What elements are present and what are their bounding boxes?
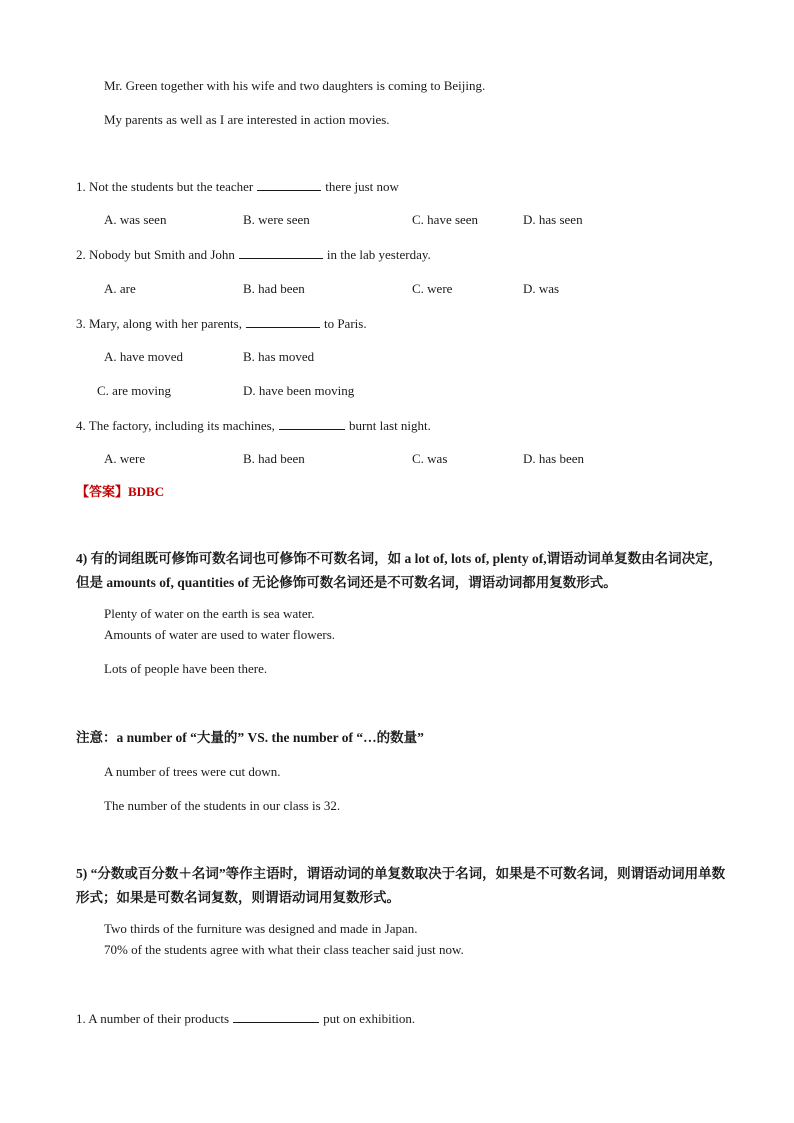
rule-5-paragraph: 5) “分数或百分数＋名词”等作主语时，谓语动词的单复数取决于名词，如果是不可数名词，则谓语动词用单数形式；如果是可数名词复数，则谓语动词用复数形式。 — [76, 866, 726, 905]
question-text-end: put on exhibition. — [323, 1011, 416, 1026]
question-text: 4. The factory, including its machines, — [76, 418, 275, 433]
option-d: D. has seen — [523, 212, 583, 227]
question-5 — [76, 1010, 415, 1027]
option-d: D. have been moving — [243, 383, 355, 398]
question-text: 2. Nobody but Smith and John — [76, 247, 235, 262]
note-heading: 注意：a number of “大量的” VS. the number of “…的数量” — [76, 730, 424, 745]
option-c: C. are moving — [97, 383, 172, 398]
answer-blank[interactable] — [233, 1010, 319, 1023]
question-text-end: burnt last night. — [348, 418, 431, 433]
option-b: B. has moved — [243, 349, 315, 364]
answer-key: 【答案】BDBC — [76, 484, 165, 499]
option-a: A. were — [104, 451, 146, 466]
question-2 — [76, 246, 431, 263]
question-3 — [76, 315, 367, 332]
option-c: C. were — [412, 281, 453, 296]
question-text-end: in the lab yesterday. — [326, 247, 431, 262]
option-d: D. was — [523, 281, 560, 296]
example-sentence: Two thirds of the furniture was designed and made in Japan. — [104, 921, 418, 936]
option-b: B. had been — [243, 451, 305, 466]
question-text-end: there just now — [325, 179, 399, 194]
option-d: D. has been — [523, 451, 585, 466]
rule-4-paragraph: 4) 有的词组既可修饰可数名词也可修饰不可数名词，如 a lot of, lots of, plenty of,谓语动词单复数由名词决定，但是 amounts of, quantities of 无论修饰可数名词还是不可数名词，谓语动词都用复数形式。 — [76, 551, 723, 590]
example-sentence: Lots of people have been there. — [104, 661, 268, 676]
example-sentence: The number of the students in our class is 32. — [104, 798, 341, 813]
option-a: A. have moved — [104, 349, 184, 364]
option-b: B. had been — [243, 281, 305, 296]
question-text: 1. Not the students but the teacher — [76, 179, 254, 194]
option-b: B. were seen — [243, 212, 310, 227]
answer-blank[interactable] — [246, 315, 320, 328]
option-c: C. was — [412, 451, 448, 466]
answer-blank[interactable] — [239, 246, 323, 259]
example-sentence: Plenty of water on the earth is sea water. — [104, 606, 315, 621]
example-sentence: 70% of the students agree with what their class teacher said just now. — [104, 942, 464, 957]
question-text-end: to Paris. — [323, 316, 367, 331]
example-sentence: Mr. Green together with his wife and two daughters is coming to Beijing. — [104, 78, 486, 93]
question-4 — [76, 417, 431, 434]
question-1 — [76, 178, 399, 195]
example-sentence: Amounts of water are used to water flowers. — [104, 627, 336, 642]
question-text: 3. Mary, along with her parents, — [76, 316, 242, 331]
answer-blank[interactable] — [257, 178, 321, 191]
example-sentence: My parents as well as I are interested in action movies. — [104, 112, 390, 127]
question-text: 1. A number of their products — [76, 1011, 230, 1026]
option-c: C. have seen — [412, 212, 479, 227]
example-sentence: A number of trees were cut down. — [104, 764, 281, 779]
option-a: A. was seen — [104, 212, 167, 227]
answer-blank[interactable] — [279, 417, 345, 430]
option-a: A. are — [104, 281, 136, 296]
